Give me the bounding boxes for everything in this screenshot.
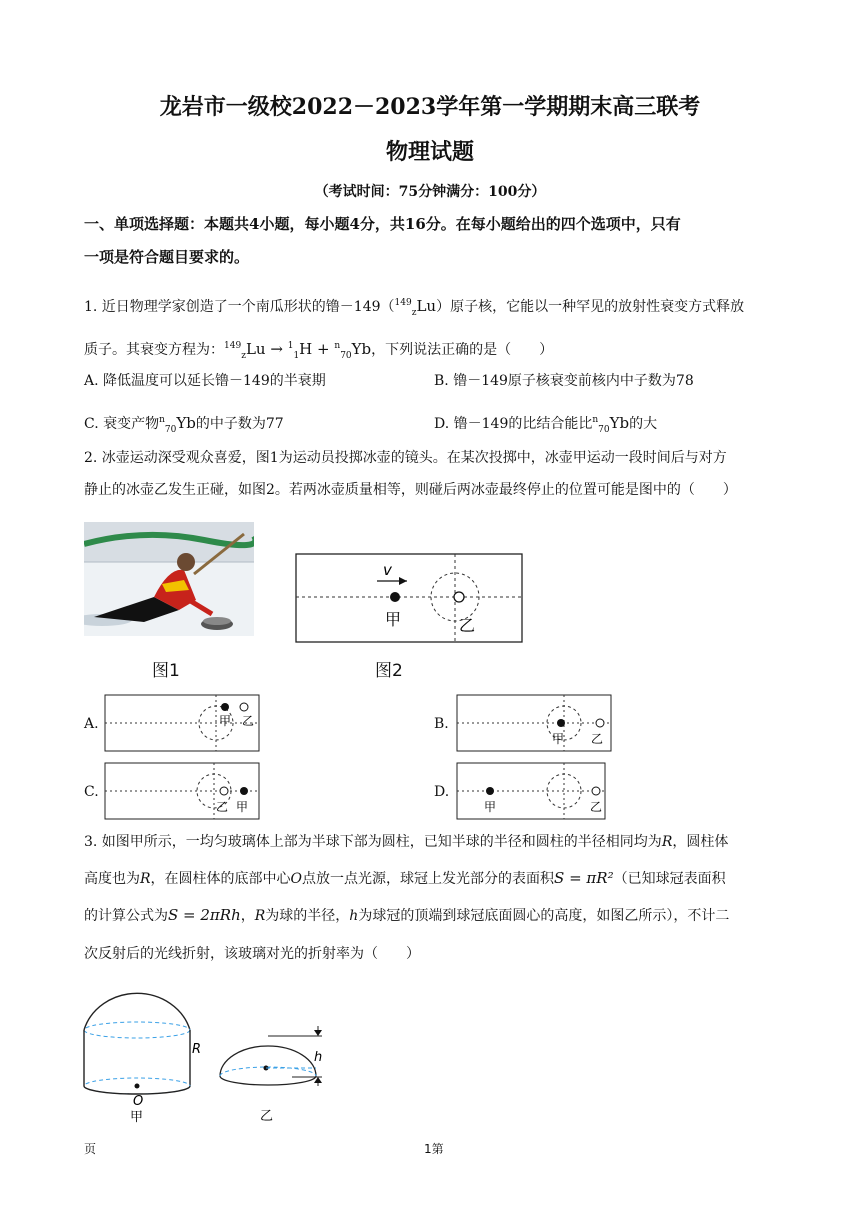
curling-photo	[84, 522, 254, 636]
q1-option-b: B. 镥－149原子核衰变前核内中子数为78	[434, 373, 694, 389]
q1-line1: 1. 近日物理学家创造了一个南瓜形状的镥－149（$^{149}_z$Lu）原子核，它能以一种罕见的放射性衰变方式释放	[84, 297, 745, 318]
q2-option-a-label: A.	[84, 716, 99, 732]
q3-line3: 的计算公式为S = 2πRh，R为球的半径，h为球冠的顶端到球冠底面圆心的高度，如图乙所示），不计二	[84, 906, 730, 924]
lu-nuclide: $^{149}_z$Lu	[394, 297, 437, 318]
q2-option-b-label: B.	[434, 716, 449, 732]
svg-text:乙: 乙	[459, 616, 476, 635]
svg-text:乙: 乙	[590, 800, 603, 814]
section-heading-line1: 一、单项选择题：本题共4小题，每小题4分，共16分。在每小题给出的四个选项中，只有	[84, 215, 681, 233]
svg-text:乙: 乙	[260, 1109, 274, 1124]
fig1-caption: 图1	[152, 661, 180, 681]
decay-equation: $^{149}_z$Lu → $^1_1$H + $^n_{70}$Yb	[224, 340, 372, 361]
svg-text:甲: 甲	[484, 800, 497, 814]
svg-text:乙: 乙	[216, 800, 229, 814]
velocity-label: v	[383, 561, 392, 579]
q2-option-d-diagram	[456, 762, 606, 820]
svg-text:甲: 甲	[385, 610, 402, 629]
formula-s-pi-r2: S = πR²	[554, 869, 614, 887]
q2-option-a-diagram	[104, 694, 260, 752]
footer-left: 页	[84, 1142, 97, 1156]
section-heading-line2: 一项是符合题目要求的。	[84, 248, 250, 266]
svg-text:O: O	[133, 1094, 144, 1109]
svg-text:甲: 甲	[130, 1110, 144, 1125]
page-number: 1第	[424, 1142, 444, 1156]
q1-option-a: A. 降低温度可以延长镥－149的半衰期	[84, 373, 326, 389]
subject-title: 物理试题	[385, 139, 474, 165]
q2-line1: 2. 冰壶运动深受观众喜爱，图1为运动员投掷冰壶的镜头。在某次投掷中，冰壶甲运动一段时间后与对方	[84, 450, 727, 466]
svg-text:乙: 乙	[242, 714, 255, 728]
stone-jia	[390, 592, 400, 602]
q2-option-d-label: D.	[434, 784, 450, 800]
q2-option-b-diagram	[456, 694, 612, 752]
svg-text:h: h	[314, 1050, 323, 1065]
q1-option-d: D. 镥－149的比结合能比$^n_{70}$Yb的大	[434, 414, 658, 435]
q3-line2: 高度也为R，在圆柱体的底部中心O点放一点光源，球冠上发光部分的表面积S = πR²（已知球冠表面积	[84, 869, 726, 887]
q3-fig-jia	[78, 975, 218, 1125]
svg-text:乙: 乙	[591, 732, 604, 746]
q1-line2: 质子。其衰变方程为：$^{149}_z$Lu → $^1_1$H + $^n_{70}$Yb，下列说法正确的是（ ）	[84, 340, 554, 361]
stone-yi	[454, 592, 464, 602]
q2-option-c-label: C.	[84, 784, 99, 800]
q3-line4: 次反射后的光线折射，该玻璃对光的折射率为（ ）	[84, 946, 420, 962]
svg-text:甲: 甲	[219, 714, 232, 728]
svg-text:甲: 甲	[236, 800, 249, 814]
formula-cap-area: S = 2πRh	[168, 906, 241, 924]
svg-text:R: R	[192, 1042, 202, 1057]
q3-line1: 3. 如图甲所示，一均匀玻璃体上部为半球下部为圆柱，已知半球的半径和圆柱的半径相同均为R，圆柱体	[84, 834, 729, 850]
fig2-diagram	[295, 553, 523, 643]
exam-title: 龙岩市一级校2022－2023学年第一学期期末高三联考	[159, 94, 701, 120]
svg-text:甲: 甲	[552, 732, 565, 746]
fig2-caption: 图2	[375, 661, 403, 681]
exam-info: （考试时间：75分钟满分：100分）	[314, 184, 546, 200]
q2-option-c-diagram	[104, 762, 260, 820]
q3-fig-yi	[218, 1022, 338, 1126]
q2-line2: 静止的冰壶乙发生正碰，如图2。若两冰壶质量相等，则碰后两冰壶最终停止的位置可能是图中的（ ）	[84, 482, 737, 498]
q1-option-c: C. 衰变产物$^n_{70}$Yb的中子数为77	[84, 414, 284, 435]
